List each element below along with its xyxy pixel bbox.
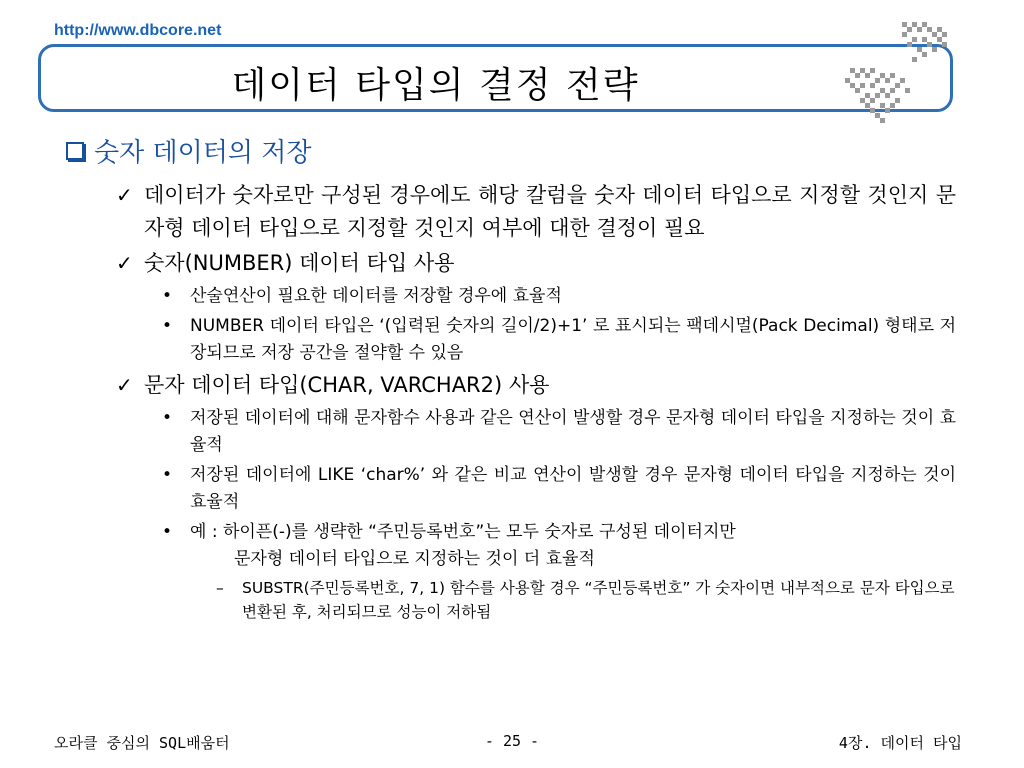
slide-content — [66, 132, 956, 624]
sub-bullet-item — [162, 313, 956, 367]
bullet-dot-icon: • — [162, 408, 173, 428]
bullet-dot-icon: • — [162, 286, 173, 306]
title-box — [38, 44, 953, 112]
bullet-item — [116, 369, 956, 402]
bullet-dot-icon: • — [162, 316, 173, 336]
section-title: 숫자 데이터의 저장 — [94, 138, 312, 168]
footer-page-number: - 25 - — [484, 732, 540, 750]
footer-book-title: 오라클 중심의 SQL배움터 — [54, 734, 230, 752]
example-item — [162, 519, 956, 573]
sub-sub-bullet-item — [216, 576, 956, 624]
checkmark-icon: ✓ — [116, 183, 133, 207]
bullet-item-text: 숫자(NUMBER) 데이터 타입 사용 — [144, 251, 455, 275]
bullet-dot-icon: • — [162, 522, 173, 542]
sub-bullet-text: 저장된 데이터에 LIKE ‘char%’ 와 같은 비교 연산이 발생할 경우 문자형 데이터 타입을 지정하는 것이 효율적 — [190, 465, 956, 512]
sub-bullet-text: 산술연산이 필요한 데이터를 저장할 경우에 효율적 — [190, 286, 562, 306]
example-block — [190, 519, 956, 573]
checkmark-icon: ✓ — [116, 251, 133, 275]
checkmark-icon: ✓ — [116, 373, 133, 397]
footer-chapter: 4장. 데이터 타입 — [838, 734, 962, 752]
bullet-item — [116, 179, 956, 245]
sub-bullet-item — [162, 405, 956, 459]
sub-bullet-text: NUMBER 데이터 타입은 ‘(입력된 숫자의 길이/2)+1’ 로 표시되는 팩데시멀(Pack Decimal) 형태로 저장되므로 저장 공간을 절약할 수 있음 — [190, 316, 956, 363]
dash-icon: – — [216, 579, 224, 597]
header-url[interactable]: http://www.dbcore.net — [54, 22, 222, 39]
sub-bullet-item — [162, 462, 956, 516]
sub-bullet-text: 저장된 데이터에 대해 문자함수 사용과 같은 연산이 발생할 경우 문자형 데이터 타입을 지정하는 것이 효율적 — [190, 408, 956, 455]
bullet-item — [116, 247, 956, 280]
sub-sub-bullet-text: SUBSTR(주민등록번호, 7, 1) 함수를 사용할 경우 “주민등록번호” 가 숫자이면 내부적으로 문자 타입으로 변환된 후, 처리되므로 성능이 저하됨 — [242, 579, 955, 621]
checkbox-icon — [66, 142, 84, 160]
bullet-dot-icon: • — [162, 465, 173, 485]
example-line-2: 문자형 데이터 타입으로 지정하는 것이 더 효율적 — [234, 549, 595, 569]
sub-bullet-item — [162, 283, 956, 310]
example-line-1: 예 : 하이픈(-)를 생략한 “주민등록번호”는 모두 숫자로 구성된 데이터지만 — [190, 522, 736, 542]
bullet-item-text: 데이터가 숫자로만 구성된 경우에도 해당 칼럼을 숫자 데이터 타입으로 지정할 것인지 문자형 데이터 타입으로 지정할 것인지 여부에 대한 결정이 필요 — [144, 183, 956, 240]
section-heading — [66, 132, 956, 169]
bullet-item-text: 문자 데이터 타입(CHAR, VARCHAR2) 사용 — [144, 373, 550, 397]
pixel-art-decoration — [820, 10, 960, 135]
page-title: 데이터 타입의 결정 전략 — [231, 65, 640, 106]
